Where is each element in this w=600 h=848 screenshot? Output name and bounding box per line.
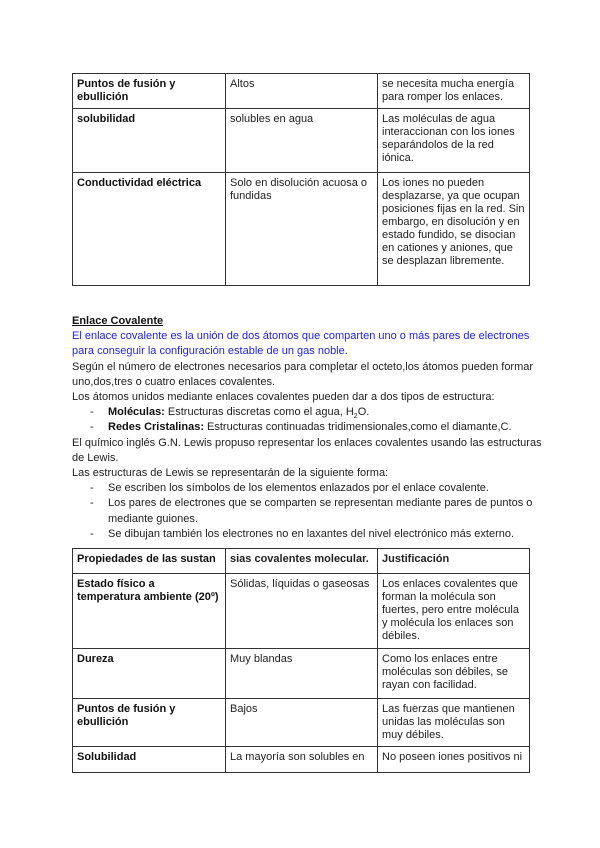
value-cell: solubles en agua: [226, 109, 378, 173]
table-header-row: [73, 549, 530, 574]
column-header: Propiedades de las sustan: [73, 549, 226, 574]
value-cell: Solo en disolución acuosa o fundidas: [226, 173, 378, 286]
property-cell: solubilidad: [73, 109, 226, 173]
list-item-text: O.: [357, 406, 370, 419]
list-item-text: Estructuras continuadas tridimensionales,como el diamante,C.: [203, 421, 512, 434]
value-cell: La mayoría son solubles en: [226, 747, 378, 773]
paragraph: El químico inglés G.N. Lewis propuso representar los enlaces covalentes usando las estructuras de Lewis.: [72, 436, 542, 464]
list-item: - Los pares de electrones que se comparten se representan mediante pares de puntos o mediante guiones.: [72, 496, 542, 526]
table-row: [73, 109, 530, 173]
table-row: [73, 574, 530, 649]
paragraph: Según el número de electrones necesarios para completar el octeto,los átomos pueden formar uno,dos,tres o cuatro enlaces covalentes.: [72, 360, 534, 388]
justification-cell: No poseen iones positivos ni: [378, 747, 530, 773]
subscript: 2: [353, 413, 358, 421]
list-item: - Se dibujan también los electrones no en laxantes del nivel electrónico más externo.: [72, 527, 542, 542]
ionic-properties-table: [72, 73, 530, 286]
property-cell: Dureza: [73, 649, 226, 699]
property-cell: Solubilidad: [73, 747, 226, 773]
list-item-text: Estructuras discretas como el agua, H: [164, 406, 354, 419]
covalent-bond-section: [72, 314, 542, 542]
value-cell: Muy blandas: [226, 649, 378, 699]
definition-text: El enlace covalente es la unión de dos átomos que comparten uno o más pares de electrones para conseguir la configuración estable de un gas noble.: [72, 330, 530, 358]
property-cell: Puntos de fusión y ebullición: [73, 699, 226, 747]
list-item: - Se escriben los símbolos de los elementos enlazados por el enlace covalente.: [72, 481, 542, 496]
table-row: [73, 699, 530, 747]
column-header: Justificación: [378, 549, 530, 574]
structure-list: [72, 405, 542, 435]
table-row: [73, 74, 530, 109]
paragraph: Las estructuras de Lewis se representarán de la siguiente forma:: [72, 467, 389, 480]
justification-cell: Las fuerzas que mantienen unidas las moléculas son muy débiles.: [378, 699, 530, 747]
justification-cell: se necesita mucha energía para romper los enlaces.: [378, 74, 530, 109]
table-row: [73, 747, 530, 773]
column-header: sias covalentes molecular.: [226, 549, 378, 574]
list-item: [72, 405, 542, 420]
property-cell: Puntos de fusión y ebullición: [73, 74, 226, 109]
term-label: Moléculas:: [108, 406, 165, 419]
value-cell: Altos: [226, 74, 378, 109]
property-cell: Estado físico a temperatura ambiente (20º): [73, 574, 226, 649]
table-row: [73, 173, 530, 286]
value-cell: Sólidas, líquidas o gaseosas: [226, 574, 378, 649]
justification-cell: Como los enlaces entre moléculas son débiles, se rayan con facilidad.: [378, 649, 530, 699]
term-label: Redes Cristalinas:: [108, 421, 204, 434]
justification-cell: Las moléculas de agua interaccionan con los iones separándolos de la red iónica.: [378, 109, 530, 173]
section-heading: Enlace Covalente: [72, 315, 164, 327]
justification-cell: Los enlaces covalentes que forman la molécula son fuertes, pero entre molécula y molécula los enlaces son débiles.: [378, 574, 530, 649]
justification-cell: Los iones no pueden desplazarse, ya que ocupan posiciones fijas en la red. Sin embargo, en disolución y en estado fundido, se disocian en cationes y aniones, que se desplazan libremente.: [378, 173, 530, 286]
covalent-properties-table: [72, 548, 530, 773]
property-cell: Conductividad eléctrica: [73, 173, 226, 286]
lewis-rules-list: [72, 481, 542, 542]
list-item: [72, 420, 542, 435]
value-cell: Bajos: [226, 699, 378, 747]
paragraph: Los átomos unidos mediante enlaces covalentes pueden dar a dos tipos de estructura:: [72, 391, 495, 404]
table-row: [73, 649, 530, 699]
